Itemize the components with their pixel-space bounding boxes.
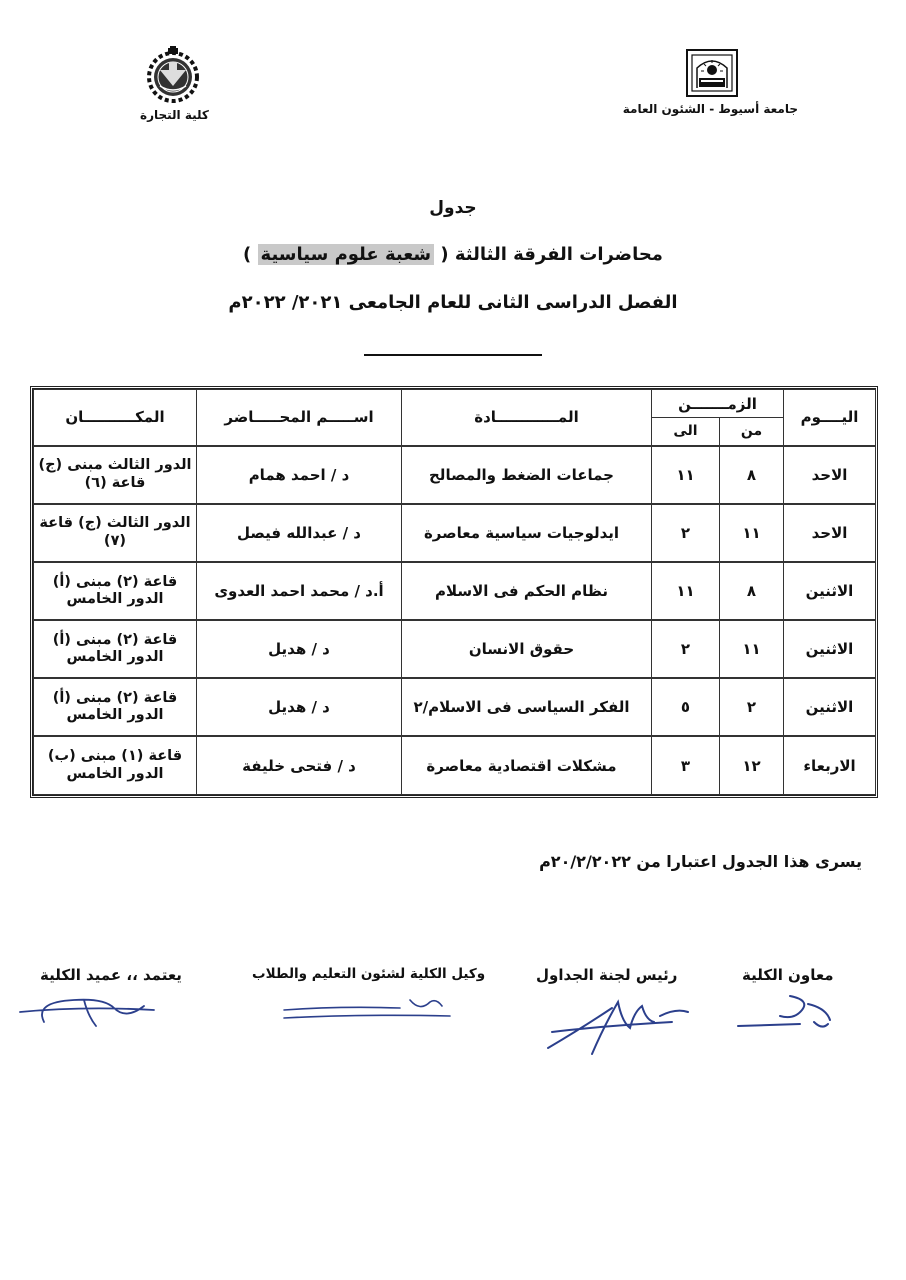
document-title: جدول bbox=[429, 198, 477, 218]
signature-title-vice: معاون الكلية bbox=[742, 966, 834, 984]
cell-day: الاثنين bbox=[784, 620, 876, 678]
cell-day: الاربعاء bbox=[784, 736, 876, 794]
university-logo bbox=[683, 48, 741, 100]
header-to: الى bbox=[652, 418, 720, 446]
table-row bbox=[34, 620, 876, 678]
signature-title-dean: يعتمد ،، عميد الكلية bbox=[40, 966, 182, 984]
cell-place: قاعة (١) مبنى (ب) الدور الخامس bbox=[34, 736, 197, 794]
table-row bbox=[34, 446, 876, 504]
header-day: اليــــوم bbox=[784, 390, 876, 446]
cell-to: ٣ bbox=[652, 736, 720, 794]
schedule-table bbox=[33, 389, 876, 795]
university-name: جامعة أسيوط - الشئون العامة bbox=[622, 102, 798, 116]
cell-from: ١١ bbox=[720, 620, 784, 678]
cell-from: ١٢ bbox=[720, 736, 784, 794]
cell-lecturer: د / عبدالله فيصل bbox=[197, 504, 402, 562]
cell-subject: جماعات الضغط والمصالح bbox=[402, 446, 652, 504]
cell-lecturer: د / هديل bbox=[197, 678, 402, 736]
signature-education-deputy bbox=[280, 990, 460, 1030]
cell-place: الدور الثالث (ج) قاعة (٧) bbox=[34, 504, 197, 562]
document-subtitle bbox=[0, 244, 906, 265]
header-subject: المــــــــــــادة bbox=[402, 390, 652, 446]
signature-title-deputy: وكيل الكلية لشئون التعليم والطلاب bbox=[252, 966, 486, 982]
semester-line: الفصل الدراسى الثانى للعام الجامعى ٢٠٢١/ ٢٠٢٢م bbox=[228, 292, 678, 313]
faculty-emblem bbox=[140, 46, 206, 104]
cell-subject: الفكر السياسى فى الاسلام/٢ bbox=[402, 678, 652, 736]
cell-day: الاثنين bbox=[784, 678, 876, 736]
faculty-name: كلية التجارة bbox=[140, 108, 209, 122]
cell-place: قاعة (٢) مبنى (أ) الدور الخامس bbox=[34, 620, 197, 678]
cell-lecturer: د / فتحى خليفة bbox=[197, 736, 402, 794]
cell-to: ٢ bbox=[652, 504, 720, 562]
schedule-table-frame bbox=[30, 386, 878, 798]
cell-from: ٨ bbox=[720, 562, 784, 620]
subtitle-highlight: شعبة علوم سياسية bbox=[258, 244, 435, 265]
cell-to: ٢ bbox=[652, 620, 720, 678]
cell-place: قاعة (٢) مبنى (أ) الدور الخامس bbox=[34, 562, 197, 620]
table-row bbox=[34, 562, 876, 620]
cell-subject: نظام الحكم فى الاسلام bbox=[402, 562, 652, 620]
cell-from: ١١ bbox=[720, 504, 784, 562]
subtitle-prefix: محاضرات الفرقة الثالثة ( bbox=[434, 244, 663, 265]
cell-from: ٢ bbox=[720, 678, 784, 736]
header-time: الزمـــــــن bbox=[652, 390, 784, 418]
signature-title-committee: رئيس لجنة الجداول bbox=[536, 966, 678, 984]
cell-day: الاثنين bbox=[784, 562, 876, 620]
cell-to: ١١ bbox=[652, 562, 720, 620]
cell-subject: ايدلوجيات سياسية معاصرة bbox=[402, 504, 652, 562]
cell-place: الدور الثالث مبنى (ج) قاعة (٦) bbox=[34, 446, 197, 504]
table-row bbox=[34, 678, 876, 736]
cell-to: ٥ bbox=[652, 678, 720, 736]
cell-to: ١١ bbox=[652, 446, 720, 504]
cell-day: الاحد bbox=[784, 504, 876, 562]
signature-vice-dean bbox=[730, 986, 840, 1036]
cell-from: ٨ bbox=[720, 446, 784, 504]
table-row bbox=[34, 504, 876, 562]
cell-subject: حقوق الانسان bbox=[402, 620, 652, 678]
header-from: من bbox=[720, 418, 784, 446]
cell-lecturer: د / هديل bbox=[197, 620, 402, 678]
cell-place: قاعة (٢) مبنى (أ) الدور الخامس bbox=[34, 678, 197, 736]
table-row bbox=[34, 736, 876, 794]
subtitle-suffix: ) bbox=[243, 244, 258, 265]
cell-lecturer: د / احمد همام bbox=[197, 446, 402, 504]
header-place: المكــــــــــان bbox=[34, 390, 197, 446]
title-divider bbox=[364, 354, 542, 356]
cell-day: الاحد bbox=[784, 446, 876, 504]
cell-lecturer: أ.د / محمد احمد العدوى bbox=[197, 562, 402, 620]
cell-subject: مشكلات اقتصادية معاصرة bbox=[402, 736, 652, 794]
signature-committee-head bbox=[542, 982, 702, 1062]
header-lecturer: اســـــم المحـــــاضر bbox=[197, 390, 402, 446]
effective-date-note: يسرى هذا الجدول اعتبارا من ٢٠/٢/٢٠٢٢م bbox=[539, 852, 862, 871]
signature-dean bbox=[14, 986, 164, 1036]
